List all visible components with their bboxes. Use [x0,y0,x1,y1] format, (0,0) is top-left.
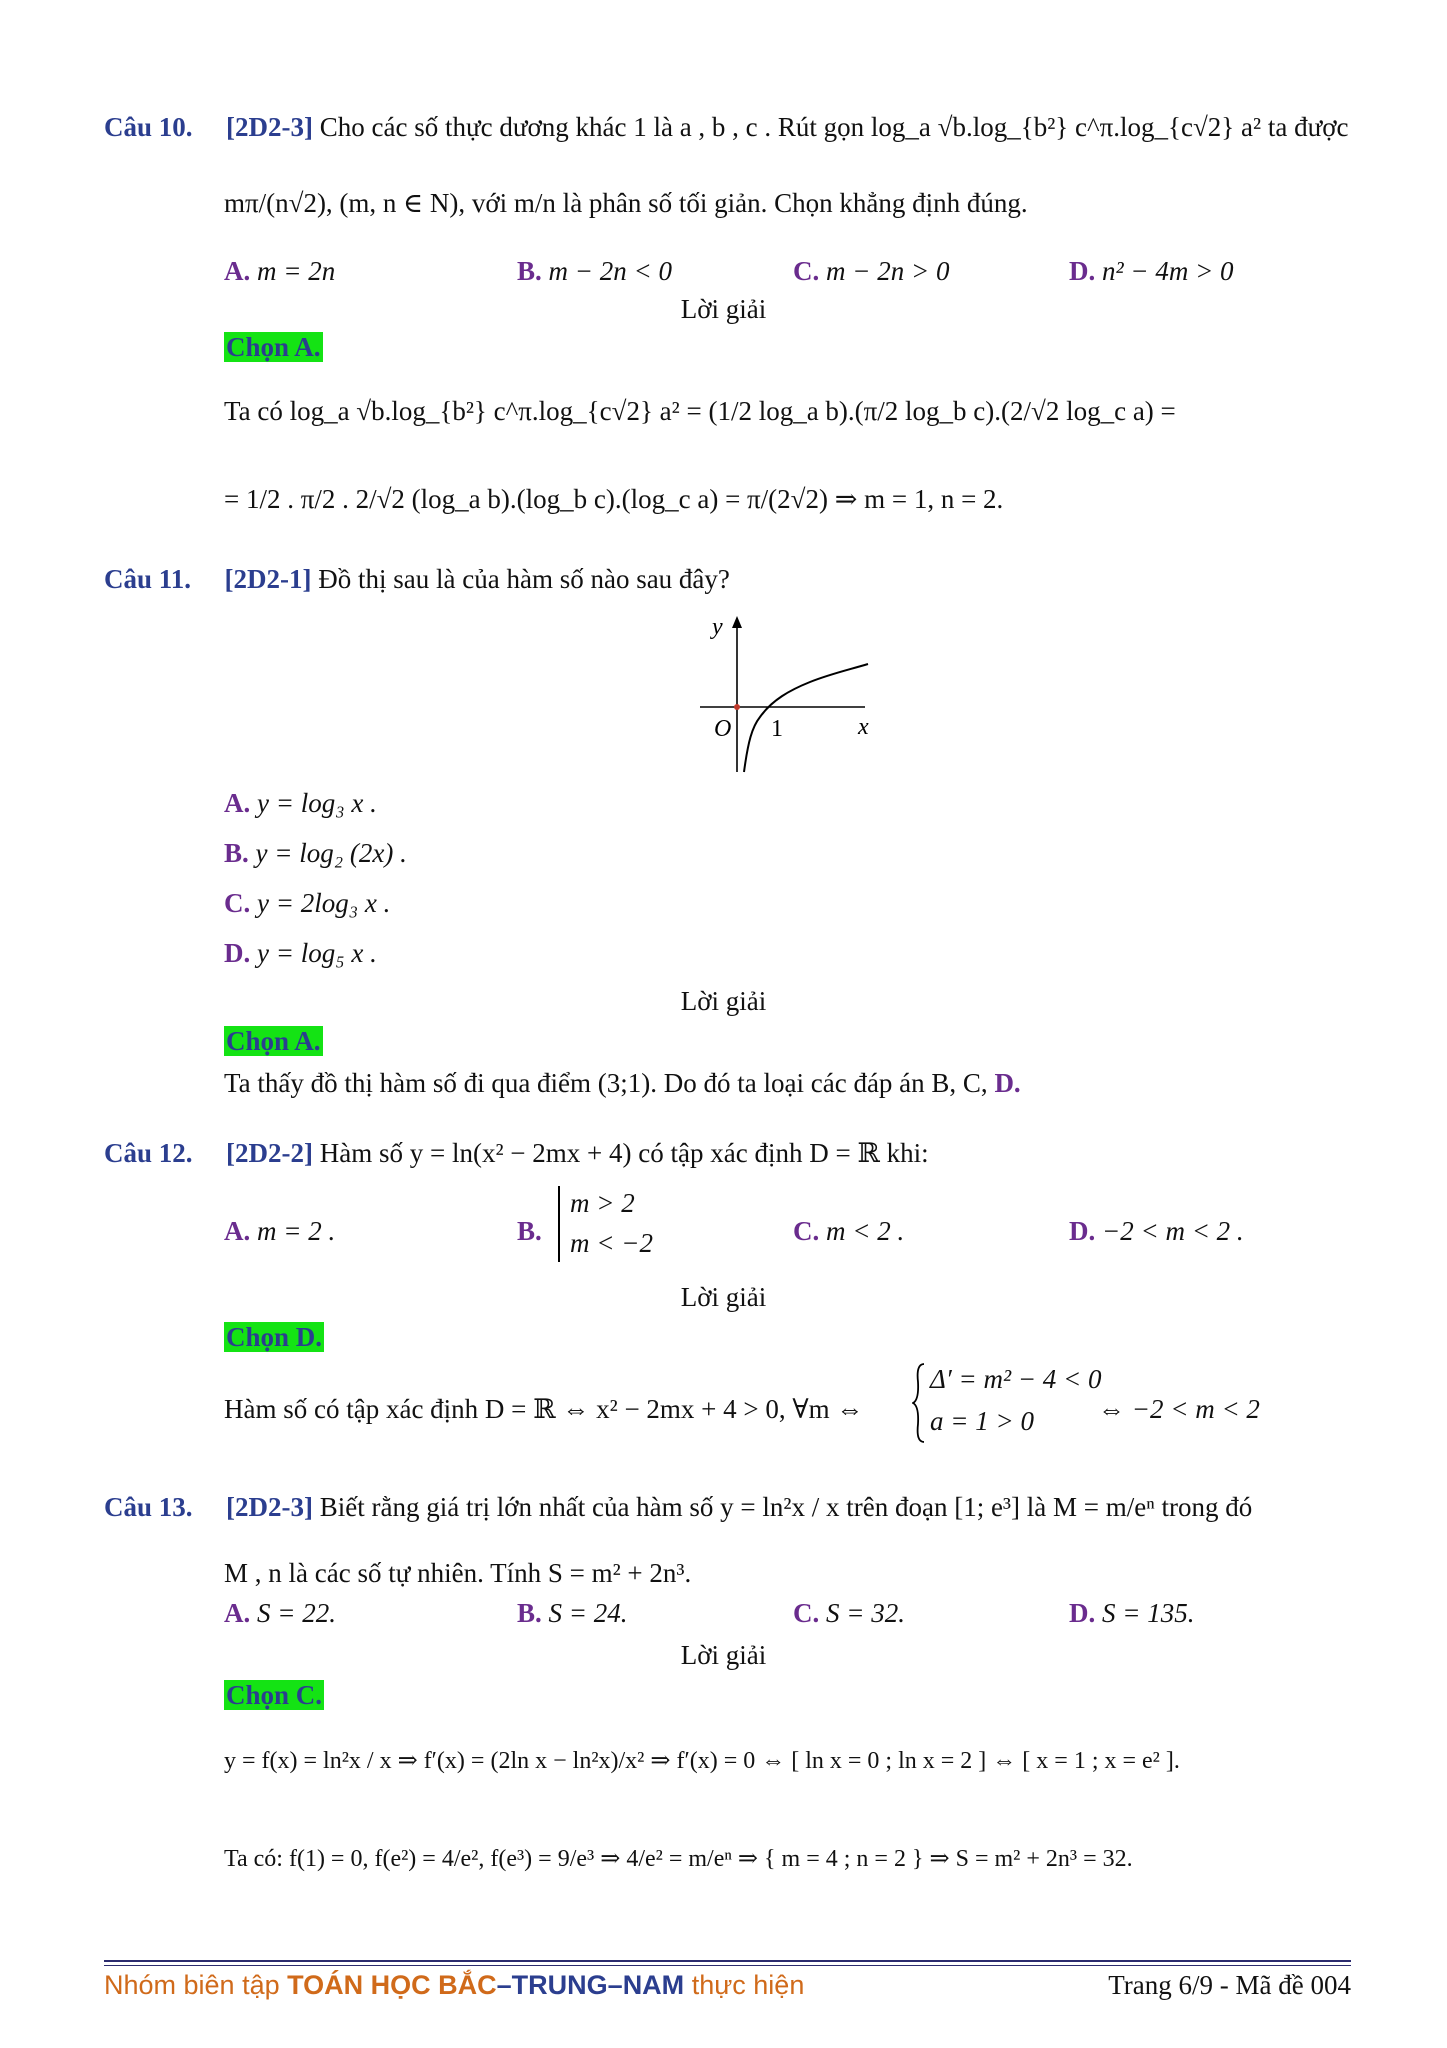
q12-option-d[interactable]: D. −2 < m < 2 . [1069,1216,1244,1246]
q10-option-c[interactable]: C. m − 2n > 0 [793,256,950,286]
curly-brace [912,1362,926,1444]
q10-number: Câu 10. [104,112,193,142]
q13-option-d[interactable]: D. S = 135. [1069,1598,1195,1628]
q11-option-a[interactable]: A. y = log₃ x . [224,788,377,818]
q10-line2: mπ/(n√2), (m, n ∈ N), với m/n là phân số tối giản. Chọn khẳng định đúng. [224,188,1028,218]
q12-tag: [2D2-2] [226,1138,313,1168]
q10-option-d[interactable]: D. n² − 4m > 0 [1069,256,1234,286]
q11-line1 [104,562,730,596]
q13-option-b[interactable]: B. S = 24. [517,1598,628,1628]
q13-option-a[interactable]: A. S = 22. [224,1598,336,1628]
origin-label: O [714,716,732,742]
q10-option-b[interactable]: B. m − 2n < 0 [517,256,672,286]
q10-tag: [2D2-3] [226,112,313,142]
q11-solution-title: Lời giải [680,986,767,1016]
footer-rule [104,1960,1351,1962]
q12-line1 [104,1136,929,1170]
q11-option-d[interactable]: D. y = log₅ x . [224,938,377,968]
log-curve [744,664,868,772]
tick-label-1: 1 [771,716,783,742]
q13-solution-title: Lời giải [680,1640,767,1670]
q10-line1 [104,110,1348,144]
q13-line2: M , n là các số tự nhiên. Tính S = m² + 2n³. [224,1558,692,1588]
q10-choice: Chọn A. [226,332,321,362]
q12-option-a[interactable]: A. m = 2 . [224,1216,336,1246]
q11-option-c[interactable]: C. y = 2log₃ x . [224,888,391,918]
q12-option-b[interactable]: B. [517,1216,542,1246]
q11-tag: [2D2-1] [224,564,312,594]
y-axis-label: y [712,614,723,640]
q11-choice: Chọn A. [226,1026,321,1056]
q13-tag: [2D2-3] [226,1492,313,1522]
q11-solution-line1: Ta thấy đồ thị hàm số đi qua điểm (3;1). Do đó ta loại các đáp án B, C, D. [224,1068,1021,1098]
q13-option-c[interactable]: C. S = 32. [793,1598,905,1628]
q13-solution-line1: y = f(x) = ln²x / x ⇒ f′(x) = (2ln x − ln²x)/x² ⇒ f′(x) = 0 ⇔ [ ln x = 0 ; ln x = 2 ] ⇔ [ x = 1 ; x = e² ]. [224,1748,1180,1774]
q12-choice: Chọn D. [226,1322,323,1352]
q10-text-line1: Cho các số thực dương khác 1 là a , b , c . Rút gọn log_a √b.log_{b²} c^π.log_{c√2} a² ta được [319,112,1349,142]
q11-text: Đồ thị sau là của hàm số nào sau đây? [318,564,730,594]
x-axis-label: x [858,714,869,740]
q12-solution-title: Lời giải [680,1282,767,1312]
origin-dot [734,704,740,710]
q12-solution-line1: Hàm số có tập xác định D = ℝ ⇔ x² − 2mx + 4 > 0, ∀m ⇔ [224,1394,864,1424]
q13-number: Câu 13. [104,1492,193,1522]
q10-option-a[interactable]: A. m = 2n [224,256,336,286]
q11-number: Câu 11. [104,564,192,594]
q10-solution-line2: = 1/2 . π/2 . 2/√2 (log_a b).(log_b c).(log_c a) = π/(2√2) ⇒ m = 1, n = 2. [224,484,1004,514]
footer-rule-thin [104,1965,1351,1966]
q13-line1 [104,1490,1252,1524]
q12-number: Câu 12. [104,1138,193,1168]
q10-solution-title: Lời giải [680,294,767,324]
q12-option-b-bracket: m > 2 m < −2 [558,1186,660,1262]
q10-solution-line1: Ta có log_a √b.log_{b²} c^π.log_{c√2} a² = (1/2 log_a b).(π/2 log_b c).(2/√2 log_c a) = [224,396,1176,426]
q11-log-graph [680,612,900,782]
q13-text-line1: Biết rằng giá trị lớn nhất của hàm số y = ln²x / x trên đoạn [1; e³] là M = m/eⁿ trong đó [319,1492,1253,1522]
footer-credit: Nhóm biên tập TOÁN HỌC BẮC–TRUNG–NAM thực hiện [104,1970,805,2000]
q11-option-b[interactable]: B. y = log₂ (2x) . [224,838,407,868]
q12-solution-tail: ⇔ −2 < m < 2 [1098,1394,1260,1424]
q12-system: Δ′ = m² − 4 < 0 a = 1 > 0 [912,1362,1092,1444]
q12-text: Hàm số y = ln(x² − 2mx + 4) có tập xác định D = ℝ khi: [319,1138,929,1168]
footer-page-number: Trang 6/9 - Mã đề 004 [1108,1970,1351,2000]
y-axis-arrow [732,616,742,628]
q12-option-c[interactable]: C. m < 2 . [793,1216,905,1246]
q13-solution-line2: Ta có: f(1) = 0, f(e²) = 4/e², f(e³) = 9/e³ ⇒ 4/e² = m/eⁿ ⇒ { m = 4 ; n = 2 } ⇒ S = m² + 2n³ = 32. [224,1846,1133,1872]
q13-choice: Chọn C. [226,1680,323,1710]
